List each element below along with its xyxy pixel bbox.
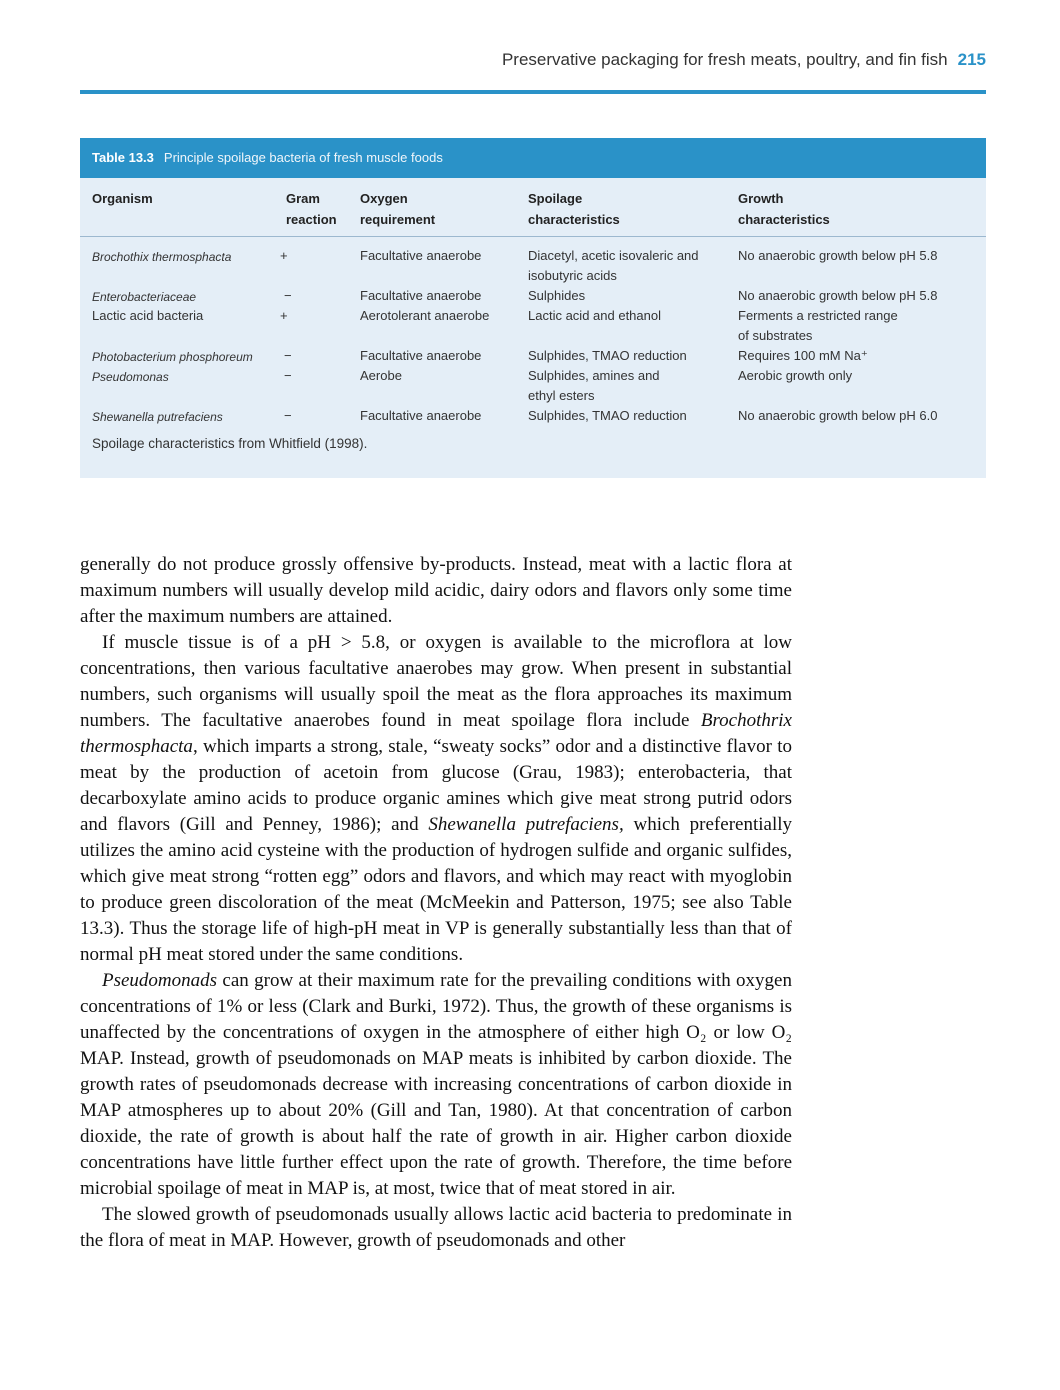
cell-growth: Ferments a restricted range of substrates xyxy=(738,308,898,343)
paragraph: If muscle tissue is of a pH > 5.8, or oxygen is available to the microflora at low concentrations, then various facultative anaerobes may grow. When present in substantial numbers, such organisms will usually spoil the meat as the flora approaches its maximum numbers. The facultative anaerobes found in meat spoilage flora include Brochothrix thermosphacta, which imparts a strong, stale, “sweaty socks” odor and a distinctive flavor to meat by the production of acetoin from glucose (Grau, 1983); enterobacteria, that decarboxylate amino acids to produce organic amines which give meat strong putrid odors and flavors (Gill and Penney, 1986); and Shewanella putrefaciens, which preferentially utilizes the amino acid cysteine with the production of hydrogen sulfide and organic sulfides, which give meat strong “rotten egg” odors and flavors, and which may react with myoglobin to produce green discoloration of the meat (McMeekin and Patterson, 1975; see also Table 13.3). Thus the storage life of high-pH meat in VP is generally substantially less than that of normal pH meat stored under the same conditions. xyxy=(80,632,792,965)
column-header-oxygen: Oxygen requirement xyxy=(360,191,436,227)
cell-oxygen: Facultative anaerobe xyxy=(360,248,482,263)
cell-gram: − xyxy=(284,408,292,423)
cell-spoilage: Sulphides xyxy=(528,288,586,303)
cell-gram: + xyxy=(280,308,288,323)
cell-organism: Enterobacteriaceae xyxy=(92,290,197,304)
cell-gram: + xyxy=(280,248,288,263)
cell-gram: − xyxy=(284,368,292,383)
table-label: Table 13.3 xyxy=(92,150,154,165)
running-header-title: Preservative packaging for fresh meats, poultry, and fin fish xyxy=(501,50,948,69)
table-caption xyxy=(80,138,986,178)
table-footnote: Spoilage characteristics from Whitfield (1998). xyxy=(92,436,368,451)
column-header-spoilage: Spoilage characteristics xyxy=(528,191,620,227)
cell-oxygen: Facultative anaerobe xyxy=(360,288,482,303)
cell-organism: Shewanella putrefaciens xyxy=(92,410,223,424)
cell-growth: Aerobic growth only xyxy=(738,368,853,383)
cell-growth: No anaerobic growth below pH 5.8 xyxy=(738,248,938,263)
cell-spoilage: Sulphides, TMAO reduction xyxy=(528,348,687,363)
cell-oxygen: Facultative anaerobe xyxy=(360,408,482,423)
cell-spoilage: Sulphides, amines and ethyl esters xyxy=(528,368,660,403)
header-rule xyxy=(80,90,986,94)
paragraph: Pseudomonads can grow at their maximum rate for the prevailing conditions with oxygen concentrations of 1% or less (Clark and Burki, 1972). Thus, the growth of these organisms is unaffected by the concentrations of oxygen in the atmosphere of either high O₂ or low O₂ MAP. Instead, growth of pseudomonads on MAP meats is inhibited by carbon dioxide. The growth rates of pseudomonads decrease with increasing concentrations of carbon dioxide in MAP atmospheres up to about 20% (Gill and Tan, 1980). At that concentration of carbon dioxide, the rate of growth is about half the rate of growth in air. Higher carbon dioxide concentrations have little further effect upon the rate of growth. Therefore, the time before microbial spoilage of meat in MAP is, at most, twice that of meat stored in air. xyxy=(80,970,792,1199)
cell-growth: Requires 100 mM Na⁺ xyxy=(738,348,868,363)
cell-oxygen: Aerobe xyxy=(360,368,402,383)
table-13-3 xyxy=(80,138,986,478)
cell-spoilage: Lactic acid and ethanol xyxy=(528,308,661,323)
paragraph: The slowed growth of pseudomonads usually allows lactic acid bacteria to predominate in the flora of meat in MAP. However, growth of pseudomonads and other xyxy=(80,1204,792,1251)
cell-growth: No anaerobic growth below pH 6.0 xyxy=(738,408,938,423)
body-text xyxy=(80,552,792,1254)
column-header-growth: Growth characteristics xyxy=(738,191,830,227)
cell-gram: − xyxy=(284,348,292,363)
cell-organism: Photobacterium phosphoreum xyxy=(92,350,253,364)
cell-oxygen: Facultative anaerobe xyxy=(360,348,482,363)
cell-oxygen: Aerotolerant anaerobe xyxy=(360,308,490,323)
cell-spoilage: Diacetyl, acetic isovaleric and isobutyric acids xyxy=(528,248,699,283)
cell-spoilage: Sulphides, TMAO reduction xyxy=(528,408,687,423)
paragraph: generally do not produce grossly offensive by-products. Instead, meat with a lactic flora at maximum numbers will usually develop mild acidic, dairy odors and flavors only some time after the maximum numbers are attained. xyxy=(80,554,792,627)
page-number: 215 xyxy=(957,50,986,69)
running-header xyxy=(80,50,986,70)
column-header-gram: Gram reaction xyxy=(286,191,337,227)
cell-organism: Pseudomonas xyxy=(92,370,169,384)
cell-growth: No anaerobic growth below pH 5.8 xyxy=(738,288,938,303)
table-header-rule xyxy=(80,236,986,237)
cell-organism: Brochothix thermosphacta xyxy=(92,250,232,264)
column-header-organism: Organism xyxy=(92,191,153,206)
cell-gram: − xyxy=(284,288,292,303)
cell-organism: Lactic acid bacteria xyxy=(92,308,204,323)
table-title: Principle spoilage bacteria of fresh muscle foods xyxy=(163,150,443,165)
